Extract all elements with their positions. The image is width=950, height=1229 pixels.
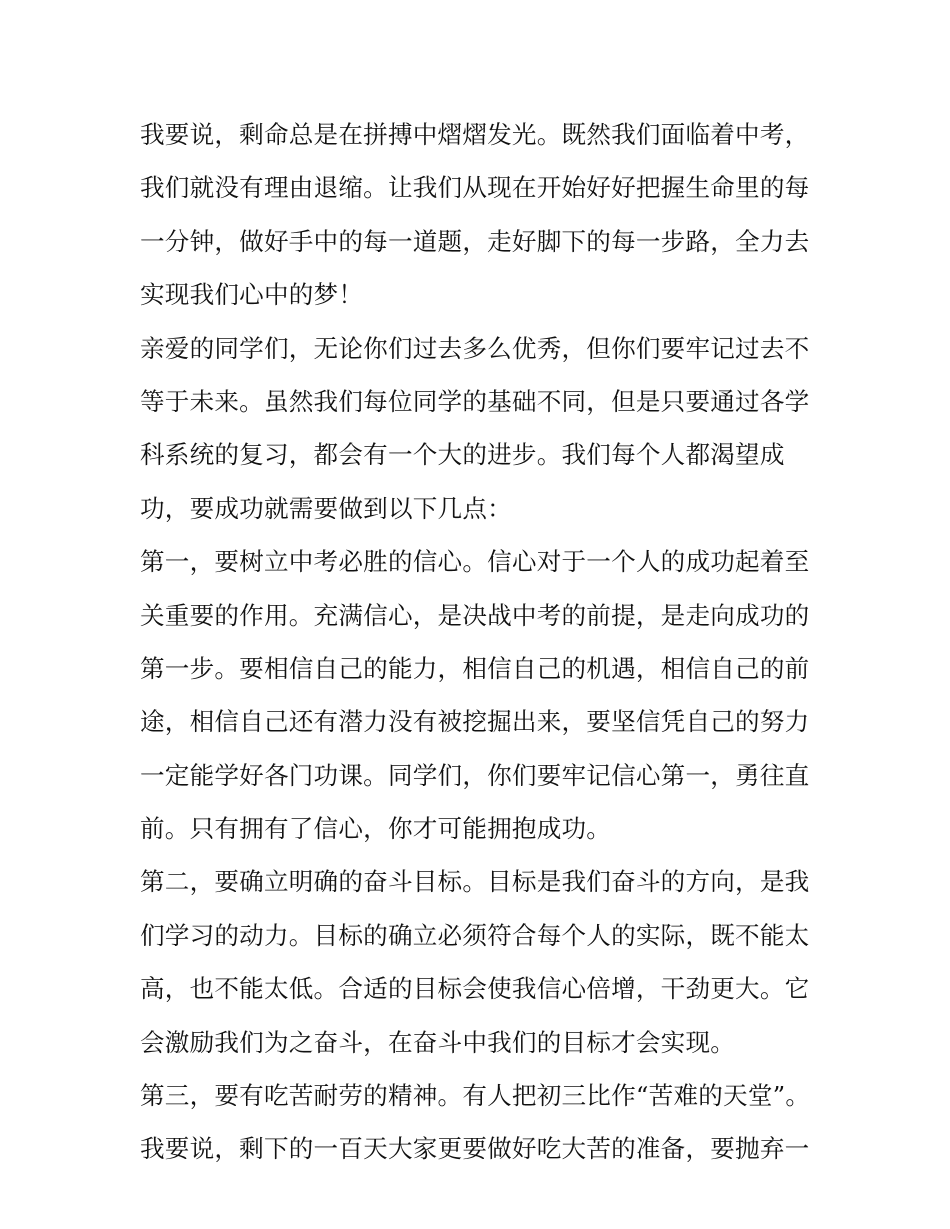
text-line: 等于未来。虽然我们每位同学的基础不同，但是只要通过各学	[140, 386, 810, 416]
text-line: 一定能学好各门功课。同学们，你们要牢记信心第一，勇往直	[140, 760, 810, 790]
text-line: 第三，要有吃苦耐劳的精神。有人把初三比作“苦难的天堂”。	[140, 1081, 811, 1111]
text-line: 关重要的作用。充满信心，是决战中考的前提，是走向成功的	[140, 600, 810, 630]
text-line: 科系统的复习，都会有一个大的进步。我们每个人都渴望成	[140, 440, 785, 470]
text-line: 前。只有拥有了信心，你才可能拥抱成功。	[140, 814, 612, 844]
text-line: 会激励我们为之奋斗，在奋斗中我们的目标才会实现。	[140, 1027, 736, 1057]
text-line: 我们就没有理由退缩。让我们从现在开始好好把握生命里的每	[140, 173, 810, 203]
text-line: 高，也不能太低。合适的目标会使我信心倍增，干劲更大。它	[140, 974, 810, 1004]
text-line: 第二，要确立明确的奋斗目标。目标是我们奋斗的方向，是我	[140, 867, 810, 897]
text-line: 途，相信自己还有潜力没有被挖掘出来，要坚信凭自己的努力	[140, 707, 810, 737]
text-line: 一分钟，做好手中的每一道题，走好脚下的每一步路，全力去	[140, 226, 810, 256]
text-line: 我要说，剩下的一百天大家更要做好吃大苦的准备，要抛弃一	[140, 1134, 810, 1164]
text-line: 我要说，剩命总是在拼搏中熠熠发光。既然我们面临着中考，	[140, 120, 810, 149]
text-line: 实现我们心中的梦！	[140, 280, 364, 310]
body-text	[140, 108, 820, 1176]
text-line: 们学习的动力。目标的确立必须符合每个人的实际，既不能太	[140, 920, 810, 950]
text-line: 第一，要树立中考必胜的信心。信心对于一个人的成功起着至	[140, 547, 810, 577]
text-line: 功，要成功就需要做到以下几点：	[140, 493, 512, 523]
text-line: 第一步。要相信自己的能力，相信自己的机遇，相信自己的前	[140, 653, 810, 683]
text-line: 亲爱的同学们，无论你们过去多么优秀，但你们要牢记过去不	[140, 333, 810, 363]
